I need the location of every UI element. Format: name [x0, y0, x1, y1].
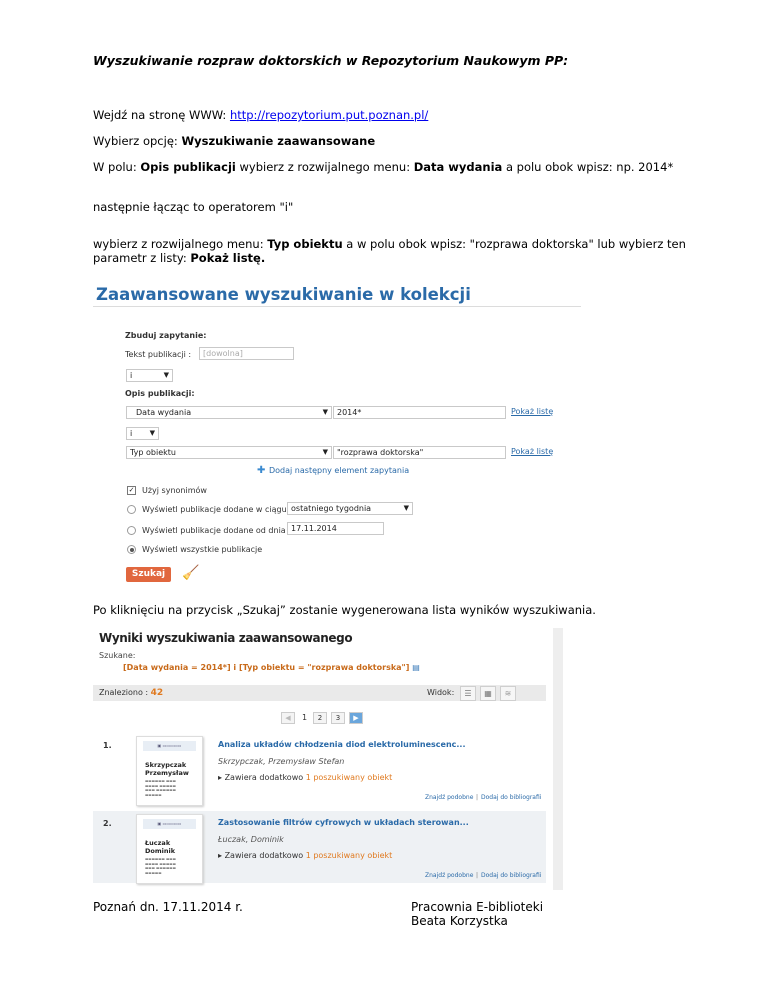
added-since-label: Wyświetl publikacje dodane od dnia	[142, 526, 286, 535]
result-row	[93, 811, 546, 883]
instruction-5	[93, 237, 693, 265]
radio-added-since[interactable]	[127, 526, 136, 535]
instruction-5-text-a: wybierz z rozwijalnego menu:	[93, 237, 268, 251]
expand-triangle-icon: ▸	[218, 851, 223, 860]
instruction-3-bold-date: Data wydania	[413, 160, 503, 174]
show-list-link-1[interactable]: Pokaż listę	[511, 407, 554, 416]
result-number: 1.	[103, 741, 112, 750]
instruction-5-text-b: a w polu obok wpisz: "rozprawa doktorska" lub wybierz ten parametr z listy:	[93, 237, 686, 265]
instruction-5-bold-type: Typ obiektu	[267, 237, 343, 251]
footer-author: Beata Korzystka	[411, 914, 508, 928]
page-1[interactable]: 1	[302, 713, 308, 722]
heading-divider	[93, 306, 581, 307]
field-select-1[interactable]	[126, 406, 332, 419]
link-separator: |	[476, 872, 479, 879]
text-field-input[interactable]: [dowolna]	[199, 347, 294, 360]
result-author: Skrzypczak, Przemysław Stefan	[218, 757, 345, 766]
add-query-element-link[interactable]: Dodaj następny element zapytania	[269, 466, 410, 475]
instruction-3-text-b: wybierz z rozwijalnego menu:	[235, 160, 414, 174]
extra-count: 1 poszukiwany obiekt	[305, 851, 393, 860]
instruction-1	[93, 108, 693, 122]
prev-page-icon[interactable]: ◀	[281, 712, 295, 724]
thumb-name-line-1: Łuczak	[145, 839, 171, 847]
thumbnail-description: ▬▬▬▬▬▬ ▬▬▬ ▬▬▬▬ ▬▬▬▬▬ ▬▬▬ ▬▬▬▬▬▬ ▬▬▬▬▬	[145, 779, 176, 797]
instruction-3-bold-field: Opis publikacji	[140, 160, 236, 174]
chevron-down-icon: ▼	[322, 448, 328, 456]
field-select-1-value: Data wydania	[136, 408, 192, 417]
instruction-3-text-c: a polu obok wpisz: np. 2014*	[502, 160, 674, 174]
synonyms-label: Użyj synonimów	[142, 486, 207, 495]
instruction-5-bold-list: Pokaż listę.	[190, 251, 266, 265]
find-similar-link[interactable]: Znajdź podobne	[425, 872, 474, 879]
scrollbar[interactable]	[553, 628, 563, 890]
result-title-link[interactable]: Analiza układów chłodzenia diod elektroluminescenc...	[218, 740, 466, 749]
results-heading: Wyniki wyszukiwania zaawansowanego	[99, 631, 353, 645]
result-extra[interactable]	[218, 773, 392, 782]
thumbnail-description: ▬▬▬▬▬▬ ▬▬▬ ▬▬▬▬ ▬▬▬▬▬ ▬▬▬ ▬▬▬▬▬▬ ▬▬▬▬▬	[145, 857, 176, 875]
added-within-label: Wyświetl publikacje dodane w ciągu	[142, 505, 287, 514]
period-select[interactable]	[287, 502, 413, 515]
instruction-3	[93, 160, 693, 174]
value-input-2[interactable]: "rozprawa doktorska"	[333, 446, 506, 459]
document-title: Wyszukiwanie rozpraw doktorskich w Repozytorium Naukowym PP:	[93, 53, 569, 68]
date-input[interactable]: 17.11.2014	[287, 522, 384, 535]
instruction-1-text: Wejdź na stronę WWW:	[93, 108, 230, 122]
footer-signature	[411, 900, 543, 928]
searched-label: Szukane:	[99, 651, 136, 660]
instruction-3-text-a: W polu:	[93, 160, 141, 174]
result-title-link[interactable]: Zastosowanie filtrów cyfrowych w układach sterowan...	[218, 818, 469, 827]
thumb-name-line-2: Przemysław	[145, 769, 189, 777]
thumb-name-line-1: Skrzypczak	[145, 761, 187, 769]
table-view-icon[interactable]: ▦	[480, 686, 496, 701]
instruction-6: Po kliknięciu na przycisk „Szukaj” zostanie wygenerowana lista wyników wyszukiwania.	[93, 603, 596, 617]
build-query-label: Zbuduj zapytanie:	[125, 331, 207, 340]
extra-text: Zawiera dodatkowo	[224, 773, 306, 782]
thesis-thumbnail[interactable]	[136, 736, 203, 806]
thumb-name-line-2: Dominik	[145, 847, 176, 855]
result-row	[93, 733, 546, 805]
value-input-1[interactable]: 2014*	[333, 406, 506, 419]
results-toolbar	[93, 685, 546, 701]
operator-select-2[interactable]	[126, 427, 159, 440]
find-similar-link[interactable]: Znajdź podobne	[425, 794, 474, 801]
instruction-4: następnie łącząc to operatorem "i"	[93, 200, 294, 214]
operator-select-2-value: i	[130, 429, 133, 438]
broom-icon[interactable]: 🧹	[182, 565, 200, 581]
extra-text: Zawiera dodatkowo	[224, 851, 306, 860]
plus-icon: ✚	[257, 465, 266, 476]
view-label: Widok:	[427, 688, 455, 697]
found-count: 42	[150, 688, 164, 698]
repository-link[interactable]: http://repozytorium.put.poznan.pl/	[229, 108, 429, 122]
show-all-label: Wyświetl wszystkie publikacje	[142, 545, 263, 554]
search-form-heading: Zaawansowane wyszukiwanie w kolekcji	[96, 285, 471, 304]
rss-icon[interactable]: ≋	[500, 686, 516, 701]
result-number: 2.	[103, 819, 112, 828]
university-logo: ▣ ▭▭▭▭▭	[143, 741, 196, 751]
period-select-value: ostatniego tygodnia	[291, 504, 372, 513]
add-bibliography-link[interactable]: Dodaj do bibliografii	[481, 872, 542, 879]
chevron-down-icon: ▼	[163, 371, 169, 379]
query-text: [Data wydania = 2014*] i [Typ obiektu = "rozprawa doktorska"]	[123, 663, 410, 672]
instruction-2	[93, 134, 693, 148]
chevron-down-icon: ▼	[322, 408, 328, 416]
field-select-2-value: Typ obiektu	[130, 448, 176, 457]
found-label: Znaleziono :	[99, 688, 149, 697]
instruction-2-text: Wybierz opcję:	[93, 134, 182, 148]
page-3[interactable]: 3	[331, 712, 345, 724]
next-page-icon[interactable]: ▶	[349, 712, 363, 724]
footer-date: Poznań dn. 17.11.2014 r.	[93, 900, 243, 914]
add-bibliography-link[interactable]: Dodaj do bibliografii	[481, 794, 542, 801]
operator-select-1-value: i	[130, 371, 133, 380]
synonyms-checkbox[interactable]: ✓	[128, 486, 135, 494]
thesis-thumbnail[interactable]	[136, 814, 203, 884]
expand-triangle-icon: ▸	[218, 773, 223, 782]
operator-select-1[interactable]	[126, 369, 173, 382]
footer-department: Pracownia E-biblioteki	[411, 900, 544, 914]
thumbnail-author	[145, 839, 175, 855]
results-screenshot	[93, 628, 563, 890]
extra-count: 1 poszukiwany obiekt	[305, 773, 393, 782]
page-2[interactable]: 2	[313, 712, 327, 724]
result-author: Łuczak, Dominik	[218, 835, 284, 844]
search-form-screenshot	[93, 283, 583, 589]
search-button[interactable]: Szukaj	[126, 567, 171, 582]
field-select-2[interactable]	[126, 446, 332, 459]
show-list-link-2[interactable]: Pokaż listę	[511, 447, 554, 456]
radio-added-within[interactable]	[127, 505, 136, 514]
advanced-search-term: Wyszukiwanie zaawansowane	[181, 134, 376, 148]
chevron-down-icon: ▼	[403, 504, 409, 512]
thumbnail-author	[145, 761, 189, 777]
description-label: Opis publikacji:	[125, 389, 195, 398]
result-extra[interactable]	[218, 851, 392, 860]
comment-icon[interactable]: ▤	[412, 663, 420, 672]
query-summary	[123, 663, 420, 672]
text-field-label: Tekst publikacji :	[125, 350, 192, 359]
radio-show-all[interactable]	[127, 545, 136, 554]
university-logo: ▣ ▭▭▭▭▭	[143, 819, 196, 829]
link-separator: |	[476, 794, 479, 801]
found-summary	[99, 688, 163, 698]
list-view-icon[interactable]: ☰	[460, 686, 476, 701]
chevron-down-icon: ▼	[149, 429, 155, 437]
